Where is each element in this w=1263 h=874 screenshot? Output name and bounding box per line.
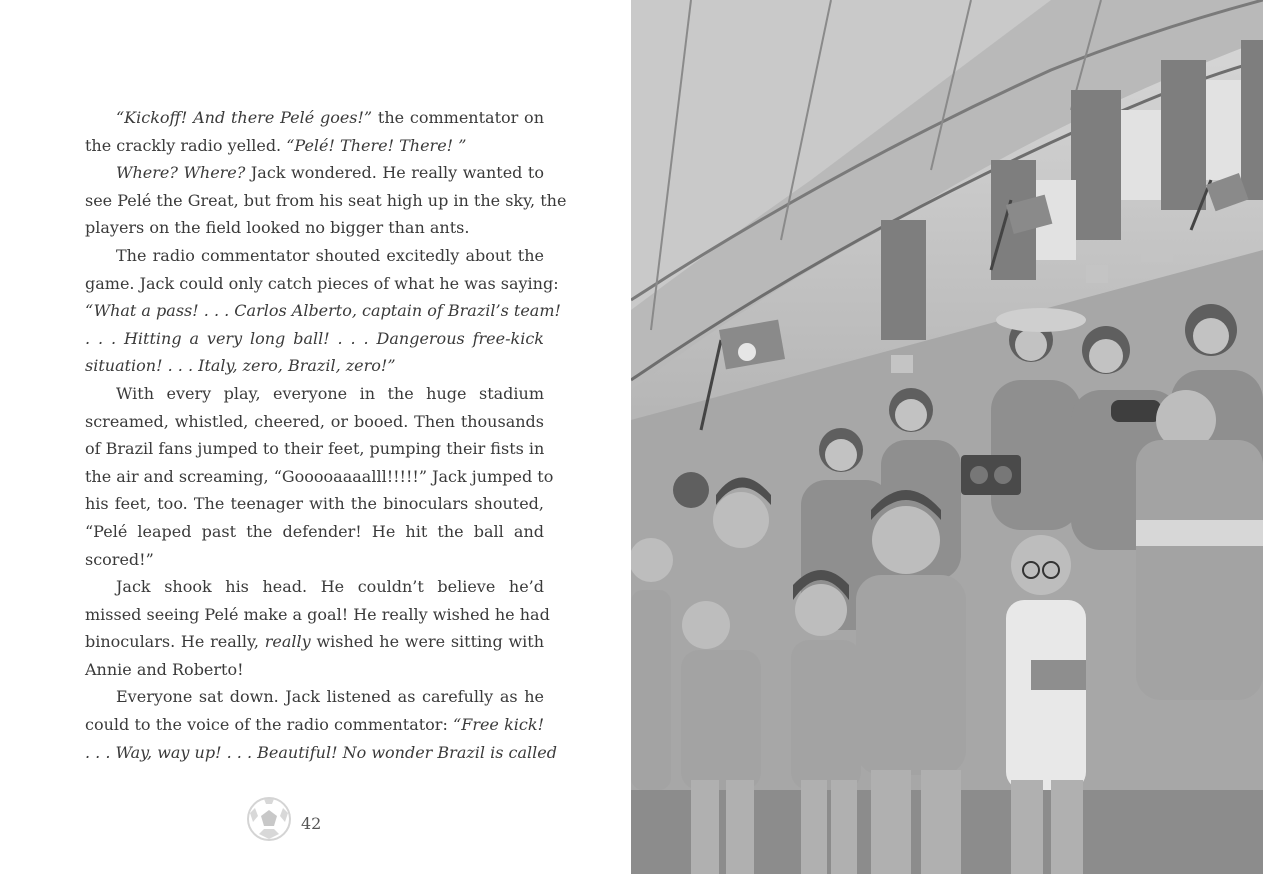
text-line: . . . Way, way up! . . . Beautiful! No wonder Brazil is called — [85, 742, 557, 762]
text-line: With every play, everyone in the huge stadium — [116, 383, 544, 403]
stadium-crowd-illustration — [631, 0, 1263, 874]
text-line: “Pelé leaped past the defender! He hit the ball and — [85, 521, 544, 541]
text-line: see Pelé the Great, but from his seat high up in the sky, the — [85, 190, 567, 210]
text-line: players on the field looked no bigger than ants. — [85, 218, 470, 238]
text-line: the air and screaming, “Gooooaaaalll!!!!!” Jack jumped to — [85, 466, 554, 486]
page-footer — [244, 796, 364, 842]
page-number: 42 — [301, 814, 322, 833]
crowd-picture — [631, 0, 1263, 874]
text-line: Annie and Roberto! — [85, 659, 244, 679]
text-line: “What a pass! . . . Carlos Alberto, captain of Brazil’s team! — [85, 301, 561, 321]
text-line: “Kickoff! And there Pelé goes!” the commentator on — [116, 108, 544, 127]
text-line: Where? Where? Jack wondered. He really wanted to — [116, 163, 544, 183]
text-line: missed seeing Pelé make a goal! He really wished he had — [85, 604, 550, 624]
body-text — [85, 104, 567, 766]
text-line: binoculars. He really, really wished he were sitting with — [85, 632, 545, 652]
text-line: the crackly radio yelled. “Pelé! There! There! ” — [85, 135, 467, 155]
text-line: . . . Hitting a very long ball! . . . Dangerous free-kick — [85, 328, 544, 348]
soccer-ball-icon — [244, 796, 294, 842]
text-line: Everyone sat down. Jack listened as carefully as he — [116, 687, 544, 707]
text-line: scored!” — [85, 549, 154, 569]
text-line: screamed, whistled, cheered, or booed. Then thousands — [85, 411, 544, 431]
text-line: Jack shook his head. He couldn’t believe he’d — [116, 577, 544, 597]
text-line: The radio commentator shouted excitedly about the — [116, 245, 544, 265]
text-line: could to the voice of the radio commentator: “Free kick! — [85, 715, 544, 735]
text-line: his feet, too. The teenager with the binoculars shouted, — [85, 494, 544, 514]
left-page — [0, 0, 631, 874]
text-line: game. Jack could only catch pieces of what he was saying: — [85, 273, 559, 293]
text-line: of Brazil fans jumped to their feet, pumping their fists in — [85, 439, 545, 459]
text-line: situation! . . . Italy, zero, Brazil, zero!” — [85, 356, 396, 376]
